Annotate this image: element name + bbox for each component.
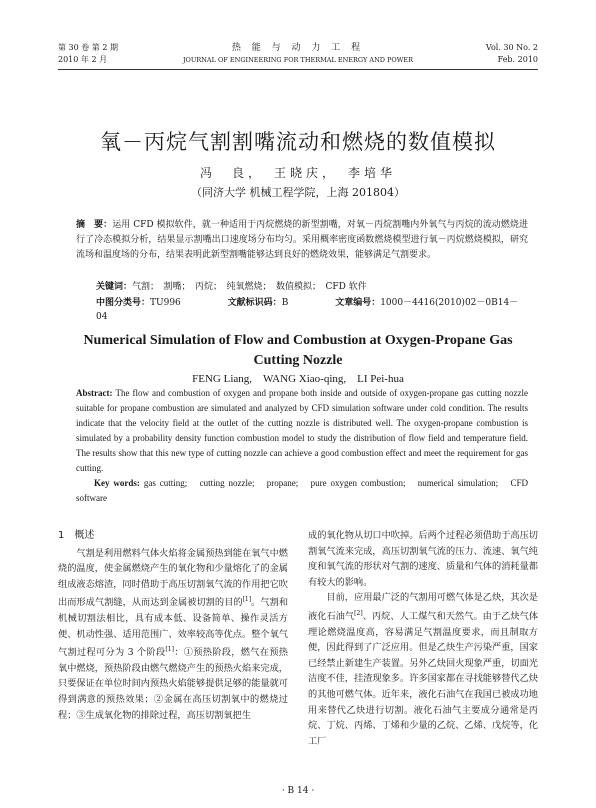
abstract-cn-text: 运用 CFD 模拟软件，就一种适用于丙烷燃烧的新型割嘴，对氧－丙烷割嘴内外氧气与丙烷的流动燃烧进行了冷态模拟分析，结果显示割嘴出口速度场分布均匀。采用概率密度函数燃烧模型进行氧－丙烷燃烧模拟，研究流场和温度场的分布，结果表明此新型割嘴能够达到良好的燃烧效果，能够满足气割要求。 [76, 220, 528, 260]
header-issue: Vol. 30 No. 2 Feb. 2010 [485, 43, 538, 64]
body-column-right [308, 528, 538, 749]
body-column-left [58, 528, 288, 723]
document-code: 文献标识码：B [227, 298, 289, 308]
keywords-en-text: gas cutting; cutting nozzle; propane; pure oxygen combustion; numerical simulation; CFD software [76, 478, 529, 503]
authors-en: FENG Liang, WANG Xiao-qing, LI Pei-hua [192, 373, 404, 385]
affiliation-cn: （同济大学 机械工程学院，上海 201804） [191, 186, 405, 199]
paper-title-cn: 氧－丙烷气割割嘴流动和燃烧的数值模拟 [100, 130, 496, 154]
article-number: 文章编号：1000－4416(2010)02－0B14－04 [96, 298, 519, 322]
header-journal: 热 能 与 动 力 工 程 JOURNAL OF ENGINEERING FOR THERMAL ENERGY AND POWER [182, 43, 414, 64]
header-rule [58, 69, 538, 70]
keywords-en [76, 476, 528, 506]
abstract-en [76, 386, 528, 506]
citation: [1] [242, 596, 252, 604]
abstract-en-label: Abstract: [76, 388, 113, 398]
body-paragraph: 目前，应用最广泛的气割用可燃气体是乙炔，其次是液化石油气[2]、丙烷、人工煤气和天然气。由于乙炔气体理论燃烧温度高，容易满足气割温度要求，而且制取方便，因此得到了广泛应用。但是乙炔生产污染严重，国家已经禁止新建生产装置。另外乙炔回火现象严重，切面光洁度不佳，挂渣现象多。许多国家都在寻找能够替代乙炔的其他可燃气体。近年来，液化石油气在我国已被成功地用来替代乙炔进行切割。液化石油气主要成分通常是丙烷、丁烷、丙烯、丁烯和少量的乙烷、乙烯、戊烷等，化工厂 [308, 592, 539, 747]
page-number: · B 14 · [281, 786, 315, 796]
body-paragraph: 气割是利用燃料气体火焰将金属预热到能在氧气中燃烧的温度，使金属燃烧产生的氧化物和少量熔化了的金属组成液态熔渣，同时借助于高压切割氧气流的作用把它吹出而形成气割缝，从而达到金属被切割的目的[1]。气割和机械切割法相比，具有成本低、设备简单、操作灵活方便、机动性强、适用范围广、效率较高等优点。整个氧气气割过程可分为 3 个阶段[1]：①预热阶段，燃气在预热氧中燃烧，预热阶段由燃气燃烧产生的预热火焰来完成，只要保证在单位时间内预热火焰能够提供足够的能量就可得到满意的预热效果；②金属在高压切割氧中的燃烧过程；③生成氧化物的排除过程，高压切割氧把生 [58, 547, 289, 721]
keywords-cn-text: 气割； 割嘴； 丙烷； 纯氧燃烧； 数值模拟； CFD 软件 [132, 282, 367, 292]
abstract-en-text: The flow and combustion of oxygen and propane both inside and outside of oxygen-propane gas cutting nozzle suitable for propane combustion are simulated and analyzed by CFD simulation software under cold condition. The results indicate that the velocity field at the outlet of the cutting nozzle is distributed well. The oxygen-propane combustion is simulated by a probability density function combustion model to study the distribution of flow field and temperature field. The results show that this new type of cutting nozzle can achieve a good combustion effect and meet the requirement for gas cutting. [76, 388, 529, 473]
section-heading: 1 概述 [58, 530, 95, 541]
abstract-cn [76, 218, 528, 263]
citation: [1] [165, 646, 174, 654]
keywords-en-label: Key words: [94, 478, 140, 488]
citation: [2] [354, 609, 363, 617]
keywords-cn [96, 280, 536, 294]
header-volume: 第 30 卷 第 2 期 2010 年 2 月 [58, 43, 118, 64]
body-paragraph: 成的氧化物从切口中吹掉。后两个过程必须借助于高压切割氧气流来完成，高压切割氧气流的压力、流速、氧气纯度和氧气流的形状对气割的速度、质量和气体的消耗量都有较大的影响。 [308, 530, 538, 588]
paper-title-en: Numerical Simulation of Flow and Combustion at Oxygen-Propane Gas Cutting Nozzle [83, 333, 513, 368]
abstract-cn-label: 摘 要： [76, 220, 113, 230]
clc-number: 中图分类号：TU996 [96, 298, 181, 308]
authors-cn: 冯 良， 王晓庆， 李培华 [199, 166, 396, 180]
classification-line [96, 296, 536, 324]
keywords-cn-label: 关键词： [96, 282, 133, 292]
running-header [58, 42, 538, 72]
